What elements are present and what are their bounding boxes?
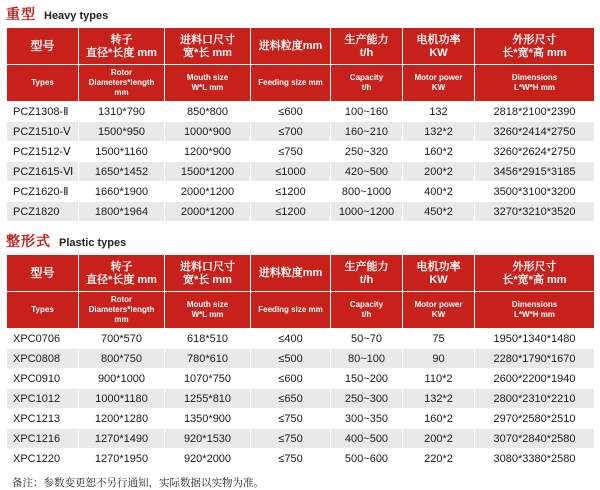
cell-model: XPC1213 <box>7 409 79 429</box>
plastic-types-table <box>6 254 595 469</box>
cell-value: ≤600 <box>251 102 331 122</box>
col-header-en-rotor: Rotor Diameters*length mm <box>79 292 165 329</box>
table-row <box>7 142 595 162</box>
col-header-capacity: 生产能力 t/h <box>331 28 403 65</box>
cell-value: 2600*2200*1940 <box>475 369 595 389</box>
cell-value: ≤750 <box>251 409 331 429</box>
footnote: 备注：参数变更恕不另行通知，实际数据以实物为准。 <box>12 477 264 489</box>
col-header-en-dimensions: Dimensions L*W*H mm <box>475 292 595 329</box>
cell-model: XPC1012 <box>7 389 79 409</box>
section-title-cn: 整形式 <box>6 233 51 249</box>
col-header-motor-power: 电机功率 KW <box>403 28 475 65</box>
cell-value: 1000*1180 <box>79 389 165 409</box>
cell-model: XPC0706 <box>7 329 79 349</box>
cell-value: ≤500 <box>251 349 331 369</box>
cell-value: ≤1200 <box>251 202 331 222</box>
cell-value: 1270*1950 <box>79 449 165 469</box>
col-header-dimensions: 外形尺寸 长*宽*高 mm <box>475 28 595 65</box>
cell-value: ≤750 <box>251 429 331 449</box>
cell-value: 90 <box>403 349 475 369</box>
cell-value: 1000~1200 <box>331 202 403 222</box>
col-header-model: 型号 <box>7 28 79 65</box>
heavy-types-body <box>7 102 595 222</box>
cell-value: 1200*1280 <box>79 409 165 429</box>
cell-value: 1500*1200 <box>165 162 251 182</box>
cell-value: 450*2 <box>403 202 475 222</box>
cell-value: 2280*1790*1670 <box>475 349 595 369</box>
cell-value: 160*2 <box>403 409 475 429</box>
table-row <box>7 389 595 409</box>
cell-model: PCZ1820 <box>7 202 79 222</box>
cell-value: 1500*950 <box>79 122 165 142</box>
col-header-rotor: 转子 直径*长度 mm <box>79 28 165 65</box>
cell-value: ≤750 <box>251 449 331 469</box>
cell-value: 1500*1160 <box>79 142 165 162</box>
col-header-feeding-size: 进料粒度mm <box>251 255 331 292</box>
cell-value: 1800*1964 <box>79 202 165 222</box>
col-header-en-motor-power: Motor power KW <box>403 292 475 329</box>
col-header-feeding-size: 进料粒度mm <box>251 28 331 65</box>
col-header-rotor: 转子 直径*长度 mm <box>79 255 165 292</box>
table-row <box>7 329 595 349</box>
cell-value: 1350*900 <box>165 409 251 429</box>
cell-value: 220*2 <box>403 449 475 469</box>
table-row <box>7 102 595 122</box>
col-header-motor-power: 电机功率 KW <box>403 255 475 292</box>
cell-value: 900*1000 <box>79 369 165 389</box>
cell-value: 420~500 <box>331 162 403 182</box>
cell-value: 500~600 <box>331 449 403 469</box>
cell-value: ≤1200 <box>251 182 331 202</box>
cell-value: 1270*1490 <box>79 429 165 449</box>
cell-value: 700*570 <box>79 329 165 349</box>
cell-value: 250~300 <box>331 389 403 409</box>
cell-value: 200*2 <box>403 429 475 449</box>
cell-model: PCZ1512-Ⅴ <box>7 142 79 162</box>
cell-value: 1200*900 <box>165 142 251 162</box>
cell-value: 2800*2310*2210 <box>475 389 595 409</box>
col-header-en-mouth-size: Mouth size W*L mm <box>165 292 251 329</box>
table-row <box>7 122 595 142</box>
cell-value: 1950*1340*1480 <box>475 329 595 349</box>
cell-value: 400~500 <box>331 429 403 449</box>
table-row <box>7 369 595 389</box>
table-row <box>7 202 595 222</box>
cell-value: 2000*1200 <box>165 182 251 202</box>
cell-value: 110*2 <box>403 369 475 389</box>
cell-value: 100~160 <box>331 102 403 122</box>
col-header-model: 型号 <box>7 255 79 292</box>
col-header-mouth-size: 进料口尺寸 宽*长 mm <box>165 28 251 65</box>
cell-value: 1310*790 <box>79 102 165 122</box>
cell-value: 618*510 <box>165 329 251 349</box>
cell-value: 300~350 <box>331 409 403 429</box>
cell-value: 160~210 <box>331 122 403 142</box>
cell-value: 3500*3100*3200 <box>475 182 595 202</box>
cell-model: XPC1216 <box>7 429 79 449</box>
cell-value: 2970*2580*2510 <box>475 409 595 429</box>
col-header-en-capacity: Capacity t/h <box>331 292 403 329</box>
cell-value: ≤1000 <box>251 162 331 182</box>
cell-model: PCZ1510-Ⅴ <box>7 122 79 142</box>
cell-value: 2818*2100*2390 <box>475 102 595 122</box>
section-title-en: Plastic types <box>59 237 127 249</box>
cell-model: XPC1220 <box>7 449 79 469</box>
cell-value: 3456*2915*3185 <box>475 162 595 182</box>
col-header-en-motor-power: Motor power KW <box>403 65 475 102</box>
table-header-en-row <box>7 292 595 329</box>
cell-value: 780*610 <box>165 349 251 369</box>
cell-value: 1255*810 <box>165 389 251 409</box>
cell-value: 3260*2624*2750 <box>475 142 595 162</box>
table-row <box>7 409 595 429</box>
cell-value: ≤600 <box>251 369 331 389</box>
cell-value: 150~200 <box>331 369 403 389</box>
col-header-en-feeding-size: Feeding size mm <box>251 65 331 102</box>
cell-value: 132 <box>403 102 475 122</box>
cell-value: 400*2 <box>403 182 475 202</box>
cell-value: 75 <box>403 329 475 349</box>
col-header-en-feeding-size: Feeding size mm <box>251 292 331 329</box>
table-header-cn-row <box>7 255 595 292</box>
section-title-heavy <box>0 0 600 27</box>
cell-value: 1650*1452 <box>79 162 165 182</box>
cell-value: 1000*900 <box>165 122 251 142</box>
cell-model: PCZ1615-Ⅵ <box>7 162 79 182</box>
cell-value: 132*2 <box>403 122 475 142</box>
cell-value: 3260*2414*2750 <box>475 122 595 142</box>
col-header-capacity: 生产能力 t/h <box>331 255 403 292</box>
col-header-en-capacity: Capacity t/h <box>331 65 403 102</box>
section-title-en: Heavy types <box>44 10 109 22</box>
cell-value: 850*800 <box>165 102 251 122</box>
cell-value: ≤650 <box>251 389 331 409</box>
cell-value: 800*750 <box>79 349 165 369</box>
table-header-cn-row <box>7 28 595 65</box>
cell-value: 250~320 <box>331 142 403 162</box>
section-title-cn: 重型 <box>6 6 36 22</box>
table-header-en-row <box>7 65 595 102</box>
section-title-plastic <box>0 227 600 254</box>
cell-value: 50~70 <box>331 329 403 349</box>
col-header-mouth-size: 进料口尺寸 宽*长 mm <box>165 255 251 292</box>
cell-value: 3070*2840*2580 <box>475 429 595 449</box>
cell-value: 80~100 <box>331 349 403 369</box>
cell-value: 1660*1900 <box>79 182 165 202</box>
plastic-types-body <box>7 329 595 469</box>
table-row <box>7 349 595 369</box>
col-header-en-rotor: Rotor Diameters*length mm <box>79 65 165 102</box>
col-header-en-mouth-size: Mouth size W*L mm <box>165 65 251 102</box>
cell-model: PCZ1308-Ⅱ <box>7 102 79 122</box>
table-row <box>7 182 595 202</box>
col-header-en-dimensions: Dimensions L*W*H mm <box>475 65 595 102</box>
cell-value: ≤750 <box>251 142 331 162</box>
cell-value: 3270*3210*3520 <box>475 202 595 222</box>
cell-value: 160*2 <box>403 142 475 162</box>
cell-model: PCZ1620-Ⅱ <box>7 182 79 202</box>
heavy-types-table <box>6 27 595 222</box>
cell-value: 200*2 <box>403 162 475 182</box>
col-header-en-model: Types <box>7 65 79 102</box>
cell-value: 132*2 <box>403 389 475 409</box>
cell-value: 3080*3380*2580 <box>475 449 595 469</box>
col-header-dimensions: 外形尺寸 长*宽*高 mm <box>475 255 595 292</box>
cell-value: 2000*1200 <box>165 202 251 222</box>
table-row <box>7 449 595 469</box>
cell-value: 1070*750 <box>165 369 251 389</box>
cell-model: XPC0808 <box>7 349 79 369</box>
cell-value: ≤700 <box>251 122 331 142</box>
col-header-en-model: Types <box>7 292 79 329</box>
cell-value: 920*2000 <box>165 449 251 469</box>
cell-value: 920*1530 <box>165 429 251 449</box>
cell-value: ≤400 <box>251 329 331 349</box>
cell-value: 800~1000 <box>331 182 403 202</box>
table-row <box>7 429 595 449</box>
cell-model: XPC0910 <box>7 369 79 389</box>
table-row <box>7 162 595 182</box>
